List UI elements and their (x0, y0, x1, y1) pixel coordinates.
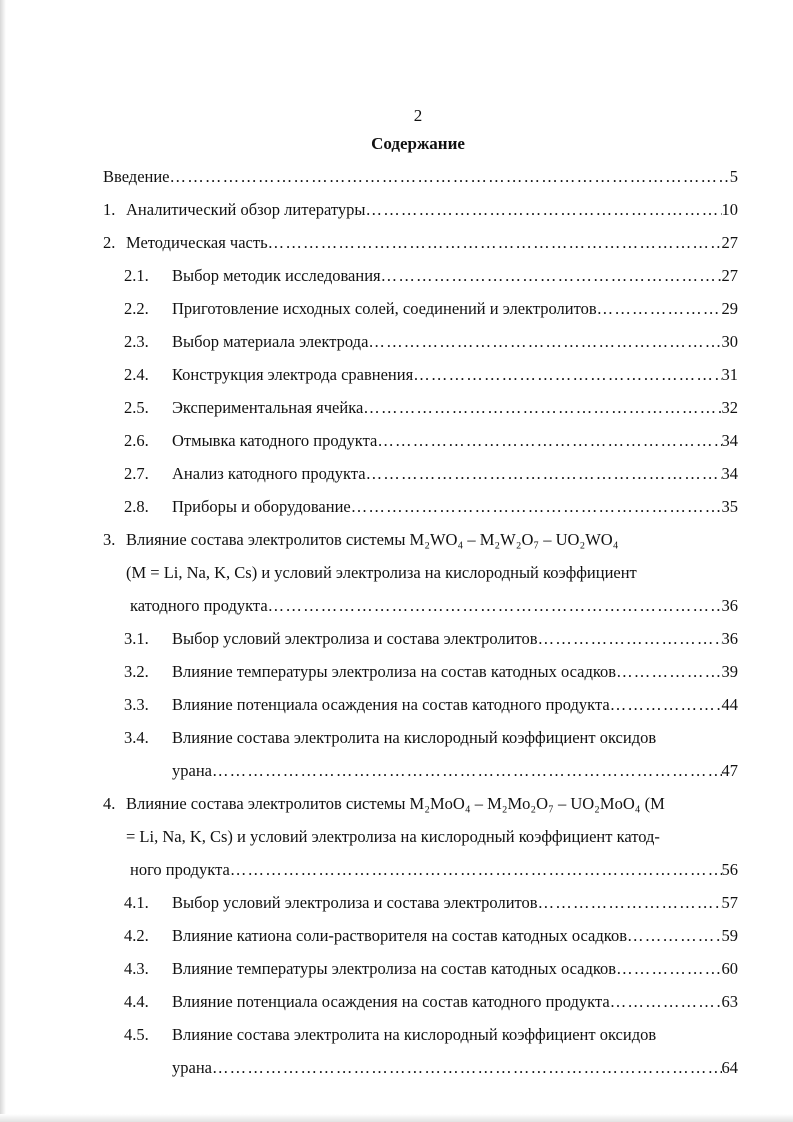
toc-entry-title: Аналитический обзор литературы (126, 200, 366, 219)
toc-entry-line (0, 628, 793, 650)
toc-entry-number: 1. (103, 200, 116, 219)
toc-entry-page: 57 (721, 893, 738, 912)
toc-entry-title: Выбор условий электролиза и состава электролитов (172, 893, 538, 912)
toc-entry-number: 2.4. (124, 365, 149, 384)
toc-entry-line (0, 496, 793, 518)
toc-entry-text (172, 958, 738, 980)
toc-entry-title: Выбор методик исследования (172, 266, 381, 285)
toc-entry-number: 2.2. (124, 299, 149, 318)
toc-entry-line (0, 463, 793, 485)
toc-entry-title: Экспериментальная ячейка (172, 398, 364, 417)
leader-dots (268, 595, 722, 617)
leader-dots (351, 496, 722, 518)
toc-entry-title: Влияние состава электролита на кислородный коэффициент оксидов (172, 1025, 657, 1044)
leader-dots (368, 331, 721, 353)
toc-entry-text (172, 397, 738, 419)
toc-entry-page: 39 (721, 662, 738, 681)
toc-entry-number: 2.3. (124, 332, 149, 351)
toc-entry-page: 56 (721, 860, 738, 879)
toc-entry-text (172, 298, 738, 320)
toc-entry-number: 4.4. (124, 992, 149, 1011)
toc-entry-title: Влияние температуры электролиза на состав катодных осадков (172, 959, 617, 978)
toc-entry-page: 10 (721, 200, 738, 219)
toc-entry-title: Влияние состава электролитов системы M₂MoO₄ – M₂Mo₂O₇ – UO₂MoO₄ (M (126, 794, 665, 813)
toc-entry-text (172, 265, 738, 287)
toc-entry-number: 4.2. (124, 926, 149, 945)
leader-dots (610, 991, 722, 1013)
toc-entry-page: 64 (721, 1058, 738, 1077)
toc-entry-line (0, 265, 793, 287)
toc-entry-line (0, 1057, 793, 1079)
toc-entry-page: 59 (721, 926, 738, 945)
toc-entry-text (172, 991, 738, 1013)
toc-entry-page: 36 (721, 596, 738, 615)
leader-dots (616, 958, 721, 980)
toc-entry-number: 2.5. (124, 398, 149, 417)
toc-entry-page: 30 (721, 332, 738, 351)
toc-entry-number: 3. (103, 530, 116, 549)
leader-dots (538, 892, 722, 914)
toc-entry-title: Влияние состава электролитов системы M₂WO₄ – M₂W₂O₇ – UO₂WO₄ (126, 530, 619, 549)
toc-entry-text (172, 694, 738, 716)
toc-entry-title: Влияние катиона соли-растворителя на состав катодных осадков (172, 926, 627, 945)
toc-entry-page: 27 (721, 266, 738, 285)
toc-entry-line (0, 529, 793, 551)
leader-dots (170, 166, 730, 188)
toc-entry-line (0, 727, 793, 749)
toc-entry-line (0, 694, 793, 716)
toc-entry-line (0, 760, 793, 782)
toc-entry-title: = Li, Na, K, Cs) и условий электролиза на кислородный коэффициент катод- (126, 827, 660, 846)
toc-entry-line (0, 793, 793, 815)
toc-entry-text (172, 727, 738, 749)
toc-entry-title: Методическая часть (126, 233, 268, 252)
toc-entry-title: Отмывка катодного продукта (172, 431, 378, 450)
toc-entry-text (172, 430, 738, 452)
toc-entry-line (0, 232, 793, 254)
toc-entry-title: Приборы и оборудование (172, 497, 351, 516)
toc-entry-text (172, 1024, 738, 1046)
toc-title: Содержание (371, 134, 465, 153)
toc-entry-number: 3.2. (124, 662, 149, 681)
toc-entry-text (126, 562, 738, 584)
toc-entry-text (172, 364, 738, 386)
toc-entry-text (130, 595, 738, 617)
toc-entry-number: 3.4. (124, 728, 149, 747)
toc-entry-number: 2. (103, 233, 116, 252)
page-number: 2 (413, 106, 423, 125)
toc-entry-number: 2.8. (124, 497, 149, 516)
toc-entry-line (0, 958, 793, 980)
toc-entry-page: 63 (721, 992, 738, 1011)
toc-entry-number: 4.1. (124, 893, 149, 912)
toc-entry-number: 3.1. (124, 629, 149, 648)
toc-entry-line (0, 1024, 793, 1046)
toc-entry-line (0, 397, 793, 419)
toc-entry-text (126, 529, 738, 551)
leader-dots (377, 430, 721, 452)
toc-entry-number: 4. (103, 794, 116, 813)
toc-entry-line (0, 826, 793, 848)
toc-entry-text (126, 232, 738, 254)
toc-entry-number: 4.5. (124, 1025, 149, 1044)
toc-entry-page: 44 (721, 695, 738, 714)
leader-dots (268, 232, 722, 254)
toc-entry-text (172, 1057, 738, 1079)
toc-entry-text (172, 463, 738, 485)
toc-entry-line (0, 430, 793, 452)
toc-entry-title: урана (172, 1058, 212, 1077)
leader-dots (538, 628, 722, 650)
toc-entry-page: 47 (721, 761, 738, 780)
toc-entry-line (0, 364, 793, 386)
toc-entry-number: 4.3. (124, 959, 149, 978)
toc-entry-title: урана (172, 761, 212, 780)
toc-entry-page: 35 (721, 497, 738, 516)
toc-entry-line (0, 298, 793, 320)
toc-entry-title: Выбор условий электролиза и состава электролитов (172, 629, 538, 648)
toc-entry-title: катодного продукта (130, 596, 268, 615)
toc-entry-title: Влияние температуры электролиза на состав катодных осадков (172, 662, 617, 681)
leader-dots (230, 859, 722, 881)
toc-entry-title: Конструкция электрода сравнения (172, 365, 414, 384)
toc-entry-text (126, 793, 738, 815)
leader-dots (627, 925, 722, 947)
toc-entry-title: ного продукта (130, 860, 230, 879)
toc-entry-text (172, 628, 738, 650)
leader-dots (616, 661, 721, 683)
toc-entry-title: Влияние состава электролита на кислородный коэффициент оксидов (172, 728, 657, 747)
toc-entry-page: 5 (729, 167, 738, 186)
toc-entry-title: Введение (103, 167, 170, 186)
toc-entry-title: Влияние потенциала осаждения на состав катодного продукта (172, 695, 610, 714)
toc-entry-text (172, 892, 738, 914)
toc-entry-line (0, 595, 793, 617)
toc-entry-line (0, 991, 793, 1013)
toc-entry-text (172, 925, 738, 947)
leader-dots (212, 1057, 722, 1079)
toc-entry-number: 2.1. (124, 266, 149, 285)
scan-bottom-shadow (0, 1114, 793, 1122)
toc-entry-line (0, 859, 793, 881)
leader-dots (212, 760, 722, 782)
toc-entry-page: 31 (721, 365, 738, 384)
toc-entry-text (172, 760, 738, 782)
toc-entry-line (0, 925, 793, 947)
toc-entry-text (172, 331, 738, 353)
toc-entry-line (0, 166, 793, 188)
toc-entry-page: 27 (721, 233, 738, 252)
leader-dots (366, 463, 722, 485)
toc-entry-text (103, 166, 738, 188)
toc-entry-number: 2.7. (124, 464, 149, 483)
toc-entry-page: 34 (721, 464, 738, 483)
toc-entry-line (0, 199, 793, 221)
leader-dots (610, 694, 722, 716)
toc-entry-page: 32 (721, 398, 738, 417)
toc-entry-title: Влияние потенциала осаждения на состав катодного продукта (172, 992, 610, 1011)
toc-entry-title: Приготовление исходных солей, соединений и электролитов (172, 299, 597, 318)
toc-entry-line (0, 562, 793, 584)
toc-entry-page: 34 (721, 431, 738, 450)
toc-entry-number: 3.3. (124, 695, 149, 714)
toc-entry-page: 29 (721, 299, 738, 318)
toc-entry-text (172, 496, 738, 518)
toc-entry-page: 36 (721, 629, 738, 648)
leader-dots (381, 265, 722, 287)
leader-dots (597, 298, 722, 320)
toc-entry-text (126, 199, 738, 221)
toc-entry-text (172, 661, 738, 683)
toc-entry-text (126, 826, 738, 848)
leader-dots (363, 397, 721, 419)
toc-entry-title: (M = Li, Na, K, Cs) и условий электролиза на кислородный коэффициент (126, 563, 637, 582)
toc-entry-page: 60 (721, 959, 738, 978)
toc-entry-text (130, 859, 738, 881)
toc-entry-title: Анализ катодного продукта (172, 464, 366, 483)
toc-entry-title: Выбор материала электрода (172, 332, 369, 351)
toc-entry-line (0, 661, 793, 683)
toc-entry-line (0, 331, 793, 353)
toc-entry-line (0, 892, 793, 914)
leader-dots (366, 199, 722, 221)
toc-entry-number: 2.6. (124, 431, 149, 450)
leader-dots (413, 364, 721, 386)
